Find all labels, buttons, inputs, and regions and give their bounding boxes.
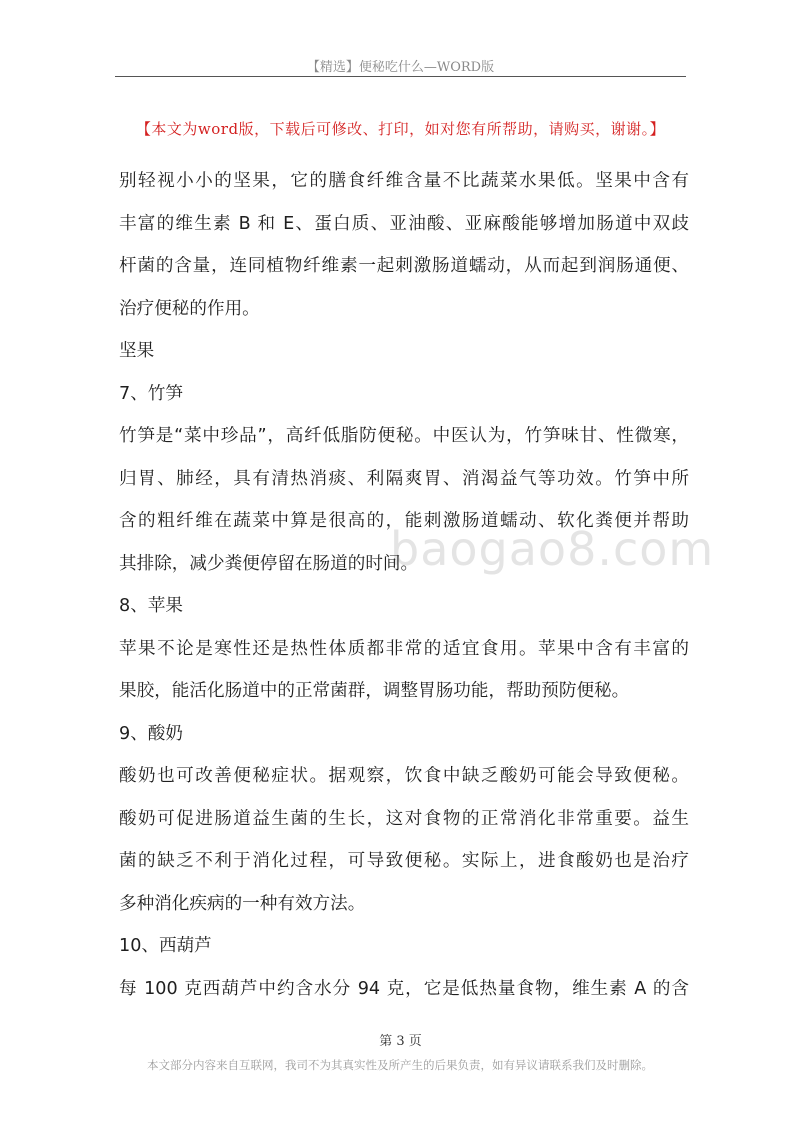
text-line: 菌的缺乏不利于消化过程，可导致便秘。实际上，进食酸奶也是治疗 — [119, 851, 689, 871]
page-number: 第 3 页 — [379, 1034, 422, 1049]
text-line: 坚果 — [119, 341, 155, 361]
download-notice: 【本文为word版，下载后可修改、打印，如对您有所帮助，请购买，谢谢。】 — [135, 120, 666, 138]
text-line: 丰富的维生素 B 和 E、蛋白质、亚油酸、亚麻酸能够增加肠道中双歧 — [119, 213, 689, 234]
text-line: 7、竹笋 — [119, 383, 183, 404]
text-line: 含的粗纤维在蔬菜中算是很高的，能刺激肠道蠕动、软化粪便并帮助 — [119, 511, 689, 531]
text-line: 杆菌的含量，连同植物纤维素一起刺激肠道蠕动，从而起到润肠通便、 — [119, 256, 689, 276]
text-line: 8、苹果 — [119, 596, 183, 616]
text-line: 竹笋是“菜中珍品”，高纤低脂防便秘。中医认为，竹笋味甘、性微寒， — [119, 426, 689, 446]
text-line: 10、西葫芦 — [119, 936, 212, 956]
text-line: 每 100 克西葫芦中约含水分 94 克，它是低热量食物，维生素 A 的含 — [119, 978, 689, 999]
page-header: 【精选】便秘吃什么—WORD版 — [306, 60, 495, 75]
text-line: 多种消化疾病的一种有效方法。 — [119, 893, 366, 914]
disclaimer-footer: 本文部分内容来自互联网，我司不为其真实性及所产生的后果负责，如有异议请联系我们及时删除。 — [147, 1058, 653, 1072]
text-line: 归胃、肺经，具有清热消痰、利隔爽胃、消渴益气等功效。竹笋中所 — [119, 468, 689, 489]
document-body — [119, 160, 689, 1010]
text-line: 其排除，减少粪便停留在肠道的时间。 — [119, 553, 419, 574]
text-line: 治疗便秘的作用。 — [119, 298, 260, 319]
text-line: 果胶，能活化肠道中的正常菌群，调整胃肠功能，帮助预防便秘。 — [119, 681, 630, 701]
text-line: 9、酸奶 — [119, 723, 183, 744]
watermark: baogao8.com — [390, 522, 715, 576]
text-line: 酸奶可促进肠道益生菌的生长，这对食物的正常消化非常重要。益生 — [119, 808, 689, 829]
text-line: 苹果不论是寒性还是热性体质都非常的适宜食用。苹果中含有丰富的 — [119, 638, 689, 659]
text-line: 别轻视小小的坚果，它的膳食纤维含量不比蔬菜水果低。坚果中含有 — [119, 171, 689, 191]
header-divider — [115, 76, 686, 77]
text-line: 酸奶也可改善便秘症状。据观察，饮食中缺乏酸奶可能会导致便秘。 — [119, 766, 689, 786]
